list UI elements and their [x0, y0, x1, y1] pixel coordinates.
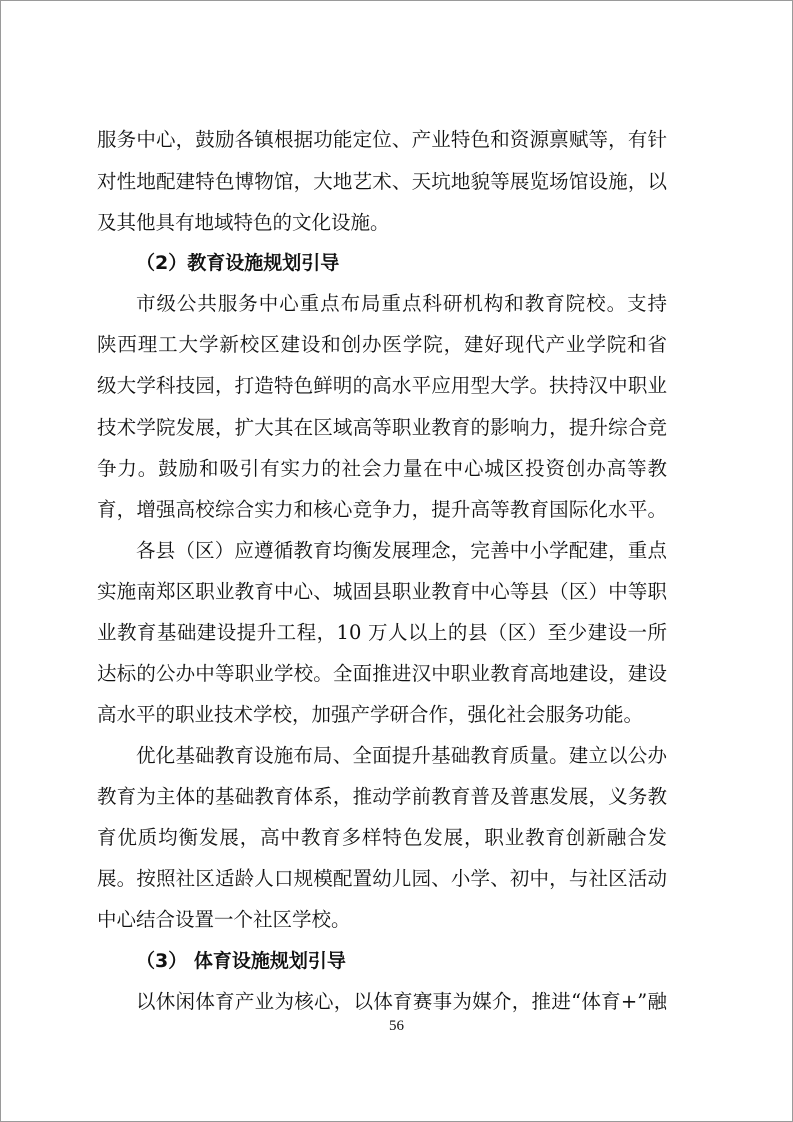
paragraph-line: 各县（区）应遵循教育均衡发展理念，完善中小学配建，重点 — [136, 539, 667, 562]
paragraph-line: 业教育基础建设提升工程，10 万人以上的县（区）至少建设一所 — [97, 621, 667, 644]
paragraph-line: 及其他具有地域特色的文化设施。 — [97, 211, 390, 234]
paragraph-line: 服务中心，鼓励各镇根据功能定位、产业特色和资源禀赋等，有针 — [97, 128, 667, 151]
paragraph-line: 技术学院发展，扩大其在区域高等职业教育的影响力，提升综合竞 — [97, 416, 667, 439]
paragraph-line: 高水平的职业技术学校，加强产学研合作，强化社会服务功能。 — [97, 703, 644, 726]
paragraph-line: 优化基础教育设施布局、全面提升基础教育质量。建立以公办 — [136, 744, 667, 767]
paragraph-line: 市级公共服务中心重点布局重点科研机构和教育院校。支持 — [136, 292, 667, 315]
paragraph-line: 对性地配建特色博物馆，大地艺术、天坑地貌等展览场馆设施，以 — [97, 170, 667, 193]
section-heading: （3） 体育设施规划引导 — [136, 950, 346, 972]
paragraph-line: 中心结合设置一个社区学校。 — [97, 908, 351, 931]
paragraph-line: 育优质均衡发展，高中教育多样特色发展，职业教育创新融合发 — [97, 826, 667, 849]
paragraph-line: 以休闲体育产业为核心，以体育赛事为媒介，推进“体育+”融 — [136, 990, 667, 1013]
paragraph-line: 展。按照社区适龄人口规模配置幼儿园、小学、初中，与社区活动 — [97, 867, 667, 890]
paragraph-line: 级大学科技园，打造特色鲜明的高水平应用型大学。扶持汉中职业 — [97, 374, 667, 397]
paragraph-line: 育，增强高校综合实力和核心竞争力，提升高等教育国际化水平。 — [97, 498, 667, 521]
paragraph-line: 争力。鼓励和吸引有实力的社会力量在中心城区投资创办高等教 — [97, 457, 667, 480]
page-number: 56 — [389, 1018, 404, 1034]
paragraph-line: 教育为主体的基础教育体系，推动学前教育普及普惠发展，义务教 — [97, 785, 667, 808]
paragraph-line: 陕西理工大学新校区建设和创办医学院，建好现代产业学院和省 — [97, 333, 667, 356]
paragraph-line: 实施南郑区职业教育中心、城固县职业教育中心等县（区）中等职 — [97, 580, 667, 603]
section-heading: （2）教育设施规划引导 — [136, 252, 340, 274]
paragraph-line: 达标的公办中等职业学校。全面推进汉中职业教育高地建设，建设 — [97, 662, 667, 685]
